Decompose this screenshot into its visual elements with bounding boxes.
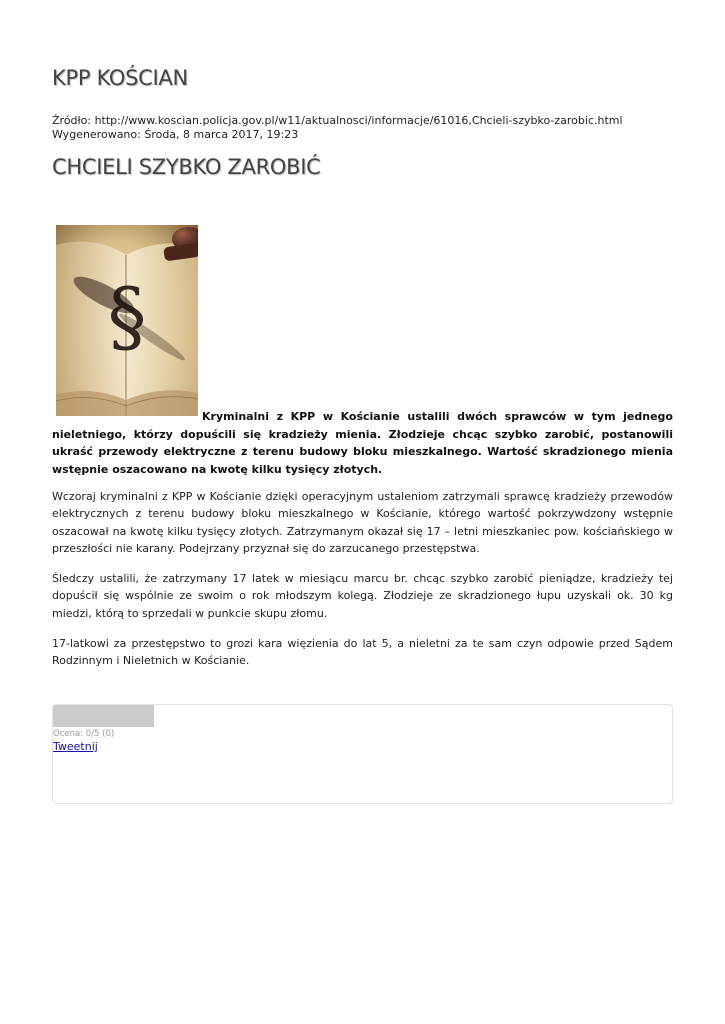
article-lead: [52, 408, 673, 478]
article-paragraph-1: Wczoraj kryminalni z KPP w Kościanie dzięki operacyjnym ustaleniom zatrzymali sprawcę kradzieży przewodów elektrycznych z terenu budowy bloku mieszkalnego w Kościanie, którego wartość pokrzywdzony wstępnie oszacował na kwotę kilku tysięcy złotych. Zatrzymanym okazał się 17 – letni mieszkaniec pow. kościańskiego w przeszłości nie karany. Podejrzany przyznał się do zarzucanego przestępstwa.: [52, 490, 673, 555]
tweet-link[interactable]: Tweetnij: [53, 740, 98, 753]
rating-stars-bar[interactable]: [53, 705, 154, 727]
paragraph-symbol-image: [56, 225, 198, 416]
rating-share-box: [52, 704, 673, 804]
svg-text:§: §: [107, 272, 147, 362]
generated-line: Wygenerowano: Środa, 8 marca 2017, 19:23: [52, 128, 299, 141]
article-paragraph-2: Śledczy ustalili, że zatrzymany 17 latek w miesiącu marcu br. chcąc szybko zarobić pieniądze, kradzieży tej dopuścił się wspólnie ze swoim o rok młodszym kolegą. Złodzieje ze skradzionego łupu uzyskali ok. 30 kg miedzi, którą to sprzedali w punkcie skupu złomu.: [52, 572, 673, 620]
site-title: KPP KOŚCIAN: [52, 66, 188, 90]
rating-text: Ocena: 0/5 (0): [53, 729, 115, 739]
lead-text: Kryminalni z KPP w Kościanie ustalili dwóch sprawców w tym jednego nieletniego, którzy dopuścili się kradzieży mienia. Złodzieje chcąc szybko zarobić, postanowili ukraść przewody elektryczne z terenu budowy bloku mieszkalnego. Wartość skradzionego mienia wstępnie oszacowano na kwotę kilku tysięcy złotych.: [52, 410, 673, 476]
article-paragraph-3: 17-latkowi za przestępstwo to grozi kara więzienia do lat 5, a nieletni za te sam czyn odpowie przed Sądem Rodzinnym i Nieletnich w Kościanie.: [52, 637, 673, 668]
article-image: [56, 225, 198, 416]
source-meta: [52, 114, 623, 142]
source-line: Źródło: http://www.koscian.policja.gov.pl/w11/aktualnosci/informacje/61016,Chcieli-szybko-zarobic.html: [52, 114, 623, 127]
article-title: CHCIELI SZYBKO ZAROBIĆ: [52, 155, 321, 179]
